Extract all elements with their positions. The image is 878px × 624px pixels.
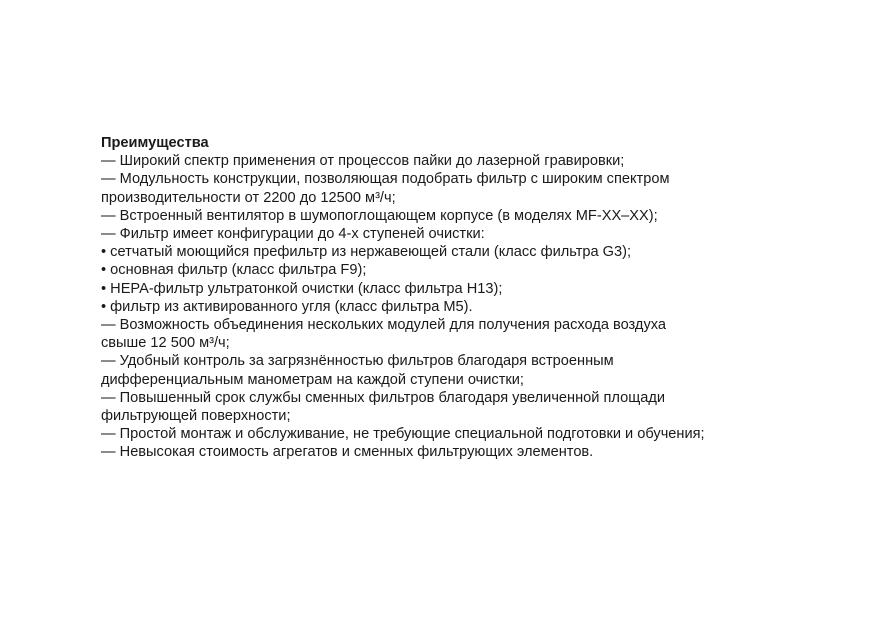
text-line: — Удобный контроль за загрязнённостью фильтров благодаря встроенным: [101, 353, 614, 370]
text-line: производительности от 2200 до 12500 м³/ч;: [101, 189, 396, 206]
advantages-text: [101, 152, 801, 461]
section-heading: Преимущества: [101, 135, 209, 151]
text-line: свыше 12 500 м³/ч;: [101, 335, 230, 352]
bullet-line: • HEPA-фильтр ультратонкой очистки (класс фильтра H13);: [101, 280, 503, 297]
text-line: — Простой монтаж и обслуживание, не требующие специальной подготовки и обучения;: [101, 426, 705, 443]
text-line: — Фильтр имеет конфигурации до 4-х ступеней очистки:: [101, 226, 485, 243]
text-line: — Невысокая стоимость агрегатов и сменных фильтрующих элементов.: [101, 444, 594, 461]
text-line: — Встроенный вентилятор в шумопоглощающем корпусе (в моделях MF-XX–XX);: [101, 207, 658, 224]
bullet-line: • фильтр из активированного угля (класс фильтра M5).: [101, 298, 473, 315]
bullet-line: • сетчатый моющийся префильтр из нержавеющей стали (класс фильтра G3);: [101, 244, 632, 261]
document-body: [101, 134, 801, 462]
text-line: — Модульность конструкции, позволяющая подобрать фильтр с широким спектром: [101, 171, 670, 188]
text-line: дифференциальным манометрам на каждой ступени очистки;: [101, 371, 524, 388]
bullet-line: • основная фильтр (класс фильтра F9);: [101, 262, 367, 279]
text-line: — Повышенный срок службы сменных фильтров благодаря увеличенной площади: [101, 389, 665, 406]
text-line: фильтрующей поверхности;: [101, 408, 291, 425]
text-line: — Возможность объединения нескольких модулей для получения расхода воздуха: [101, 317, 666, 334]
text-line: — Широкий спектр применения от процессов пайки до лазерной гравировки;: [101, 153, 625, 170]
